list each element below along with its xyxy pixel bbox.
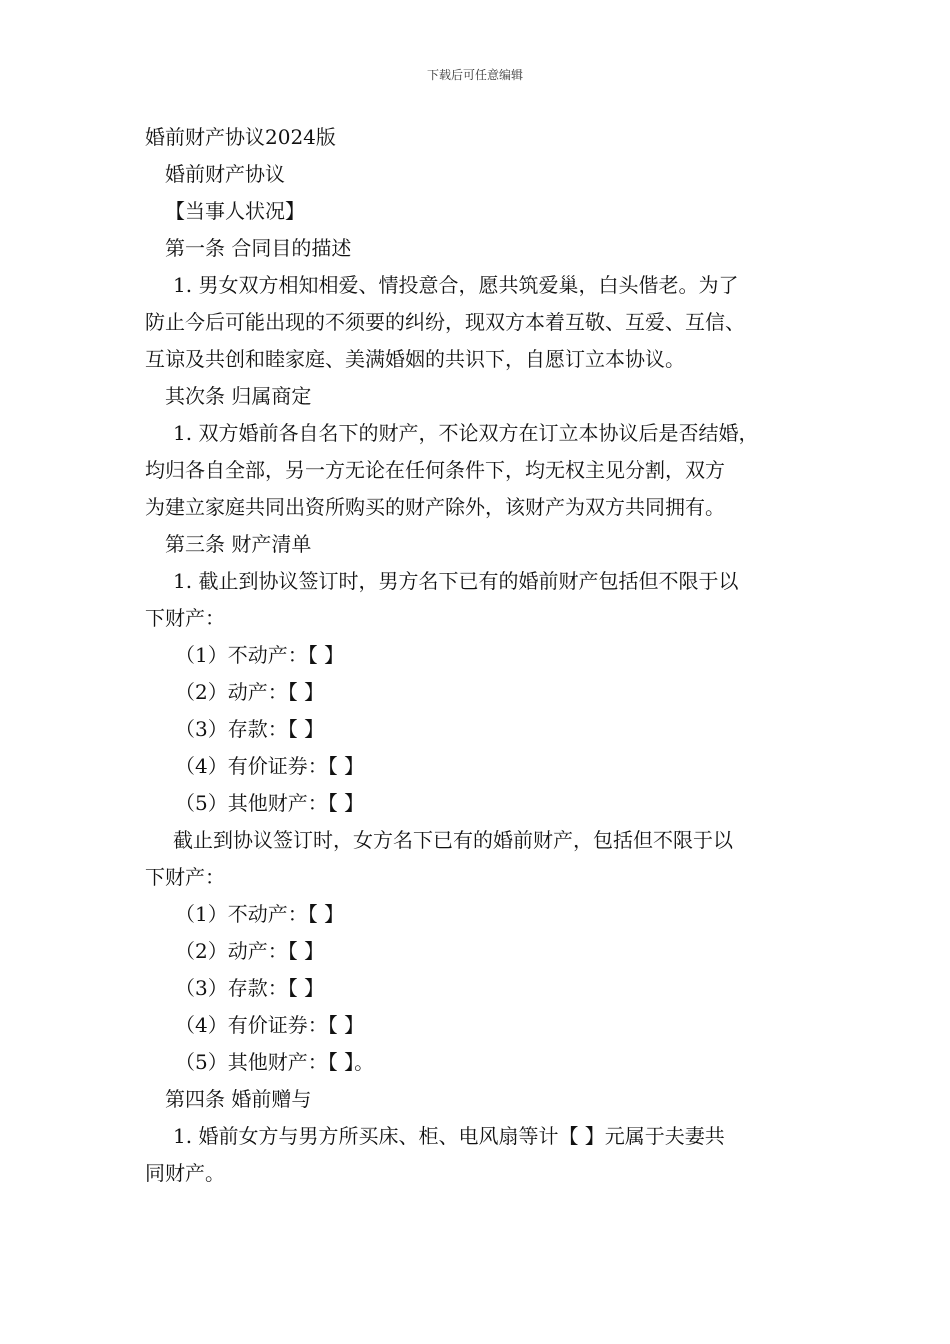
paragraph-line: 1. 男女双方相知相爱、情投意合，愿共筑爱巢，白头偕老。为了 [173,273,739,297]
agreement-heading: 婚前财产协议 [165,162,285,186]
parties-heading: 【当事人状况】 [165,199,305,223]
document-title: 婚前财产协议2024版 [145,125,336,149]
paragraph-line: 互谅及共创和睦家庭、美满婚姻的共识下，自愿订立本协议。 [145,347,685,371]
paragraph-line: 下财产： [145,606,225,630]
paragraph-line: 1. 截止到协议签订时，男方名下已有的婚前财产包括但不限于以 [173,569,739,593]
paragraph-line: 均归各自全部，另一方无论在任何条件下，均无权主见分割，双方 [145,458,725,482]
article-2-heading: 其次条 归属商定 [165,384,312,408]
paragraph-line: 为建立家庭共同出资所购买的财产除外，该财产为双方共同拥有。 [145,495,725,519]
paragraph-line: 下财产： [145,865,225,889]
list-item: （4）有价证券：【 】 [175,1013,365,1037]
article-3-heading: 第三条 财产清单 [165,532,312,556]
list-item: （2）动产：【 】 [175,680,325,704]
list-item: （3）存款：【 】 [175,976,325,1000]
paragraph-line: 同财产。 [145,1161,225,1185]
paragraph-line: 1. 婚前女方与男方所买床、柜、电风扇等计【 】元属于夫妻共 [173,1124,725,1148]
list-item: （2）动产：【 】 [175,939,325,963]
paragraph-line: 防止今后可能出现的不须要的纠纷，现双方本着互敬、互爱、互信、 [145,310,745,334]
list-item: （1）不动产：【 】 [175,643,345,667]
article-4-heading: 第四条 婚前赠与 [165,1087,312,1111]
list-item: （1）不动产：【 】 [175,902,345,926]
page-header-note: 下载后可任意编辑 [426,68,523,82]
list-item: （5）其他财产：【 】。 [175,1050,375,1074]
article-1-heading: 第一条 合同目的描述 [165,236,352,260]
paragraph-line: 截止到协议签订时，女方名下已有的婚前财产，包括但不限于以 [173,828,733,852]
list-item: （3）存款：【 】 [175,717,325,741]
paragraph-line: 1. 双方婚前各自名下的财产，不论双方在订立本协议后是否结婚， [173,421,759,445]
list-item: （5）其他财产：【 】 [175,791,365,815]
document-body [145,119,835,1192]
list-item: （4）有价证券：【 】 [175,754,365,778]
